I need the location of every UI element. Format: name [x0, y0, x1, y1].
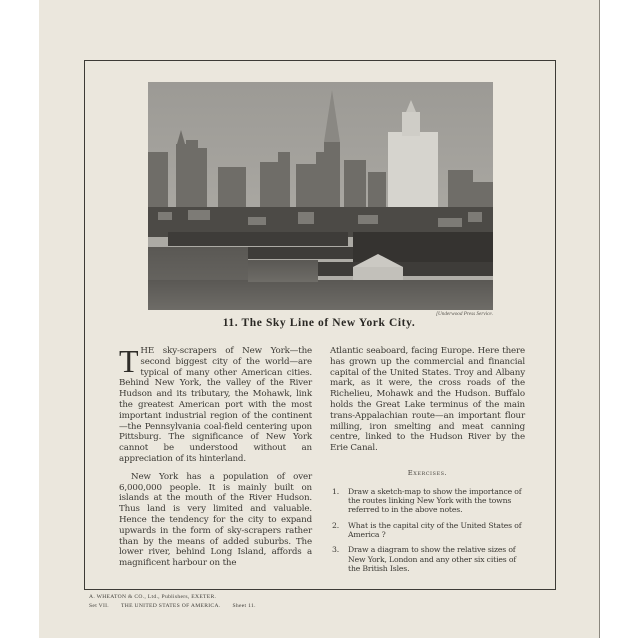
sheet-number: Sheet 11.	[232, 603, 256, 609]
exercise-item	[330, 545, 525, 573]
figure-caption: 11. The Sky Line of New York City.	[222, 317, 416, 329]
exercise-item	[330, 487, 525, 515]
skyline-photo	[148, 82, 493, 310]
publisher-line: A. WHEATON & CO., Ltd., Publishers, EXETER.	[89, 594, 217, 600]
paragraph-1	[119, 343, 312, 465]
exercises-heading: Exercises.	[407, 468, 448, 477]
right-text-column	[330, 346, 525, 579]
exercises-list	[330, 487, 525, 573]
exercise-number: 2.	[332, 520, 340, 530]
drop-cap: T	[119, 343, 139, 379]
paragraph-3: Atlantic seaboard, facing Europe. Here there has grown up the commercial and financial capital of the United States. Troy and Albany mark, as it were, the cross roads of the Richelieu, Mohawk and the Hudson. Buffalo holds the Great Lake terminus of the main trans-Appalachian route—an important flour milling, iron smelting and meat canning centre, linked to the Hudson River by the Erie Canal.	[330, 346, 525, 454]
exercise-item	[330, 521, 525, 540]
skyline-illustration	[148, 82, 493, 310]
exercise-text: What is the capital city of the United States of America ?	[348, 520, 522, 539]
exercise-text: Draw a diagram to show the relative sizes of New York, London and any other six cities of the British Isles.	[348, 545, 517, 573]
exercise-text: Draw a sketch-map to show the importance of the routes linking New York with the towns referred to in the above notes.	[348, 486, 522, 515]
paragraph-2: New York has a population of over 6,000,000 people. It is mainly built on islands at the mouth of the River Hudson. Thus land is very limited and valuable. Hence the tendency for the city to expand upwards in the form of sky-scrapers rather than by the means of added suburbs. The lower river, behind Long Island, affords a magnificent harbour on the	[119, 471, 312, 569]
left-text-column	[119, 343, 312, 569]
publisher-footer	[89, 593, 256, 611]
series-line	[89, 602, 256, 611]
paragraph-1-text: HE sky-scrapers of New York—the second biggest city of the world—are typical of many other American cities. Behind New York, the valley of the River Hudson and its tributary, the Mohawk, link the greatest American port with the most important industrial region of the continent—the Pennsylvania coal-field centering upon Pittsburg. The significance of New York cannot be understood without an appreciation of its hinterland.	[119, 346, 312, 464]
series-title: THE UNITED STATES OF AMERICA.	[121, 603, 221, 609]
set-number: Set VII.	[89, 603, 110, 609]
exercise-number: 3.	[332, 545, 340, 555]
photo-credit: [Underwood Press Service.	[435, 311, 493, 317]
exercise-number: 1.	[332, 486, 340, 496]
